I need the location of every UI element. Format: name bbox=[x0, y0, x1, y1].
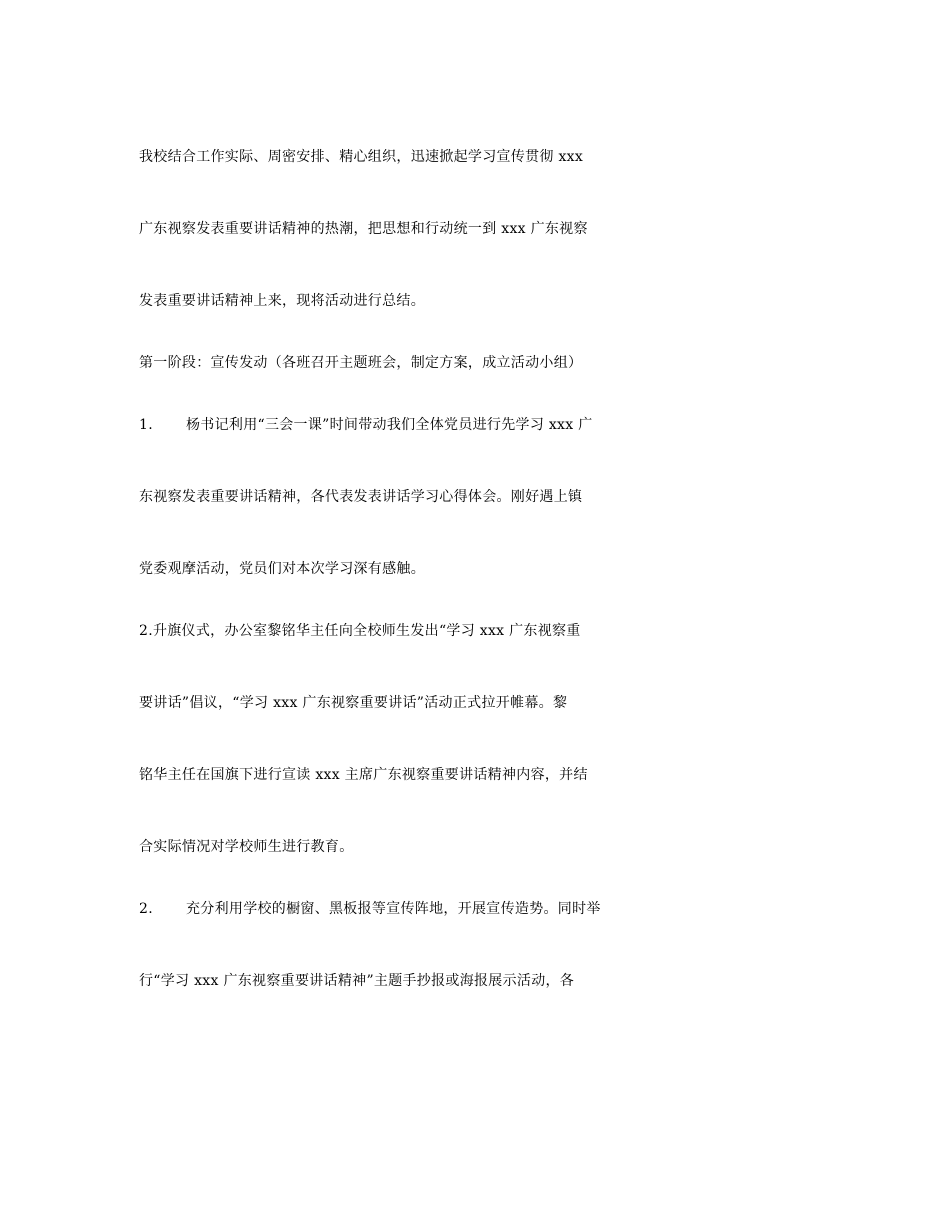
list-item-first-line bbox=[139, 411, 829, 439]
section-heading: 第一阶段：宣传发动（各班召开主题班会，制定方案，成立活动小组） bbox=[139, 355, 583, 371]
text-line: 党委观摩活动，党员们对本次学习深有感触。 bbox=[139, 561, 425, 577]
text-line: 合实际情况对学校师生进行教育。 bbox=[139, 839, 354, 855]
text-line: 杨书记利用“三会一课”时间带动我们全体党员进行先学习 xxx 广 bbox=[186, 417, 593, 433]
text-line: 行“学习 xxx 广东视察重要讲话精神”主题手抄报或海报展示活动，各 bbox=[139, 973, 575, 989]
text-line: 广东视察发表重要讲话精神的热潮，把思想和行动统一到 xxx 广东视察 bbox=[139, 221, 588, 237]
text-line: 发表重要讲话精神上来，现将活动进行总结。 bbox=[139, 293, 425, 309]
list-number: 2. bbox=[139, 901, 153, 917]
text-line: 要讲话”倡议，“学习 xxx 广东视察重要讲话”活动正式拉开帷幕。黎 bbox=[139, 695, 568, 711]
text-line: 2.升旗仪式，办公室黎铭华主任向全校师生发出“学习 xxx 广东视察重 bbox=[139, 623, 581, 639]
list-number: 1. bbox=[139, 417, 153, 433]
text-line: 充分利用学校的橱窗、黑板报等宣传阵地，开展宣传造势。同时举 bbox=[186, 901, 601, 917]
list-item-first-line bbox=[139, 895, 829, 923]
text-line: 铭华主任在国旗下进行宣读 xxx 主席广东视察重要讲话精神内容，并结 bbox=[139, 767, 588, 783]
text-line: 我校结合工作实际、周密安排、精心组织，迅速掀起学习宣传贯彻 xxx bbox=[139, 149, 584, 165]
text-line: 东视察发表重要讲话精神，各代表发表讲话学习心得体会。刚好遇上镇 bbox=[139, 489, 583, 505]
